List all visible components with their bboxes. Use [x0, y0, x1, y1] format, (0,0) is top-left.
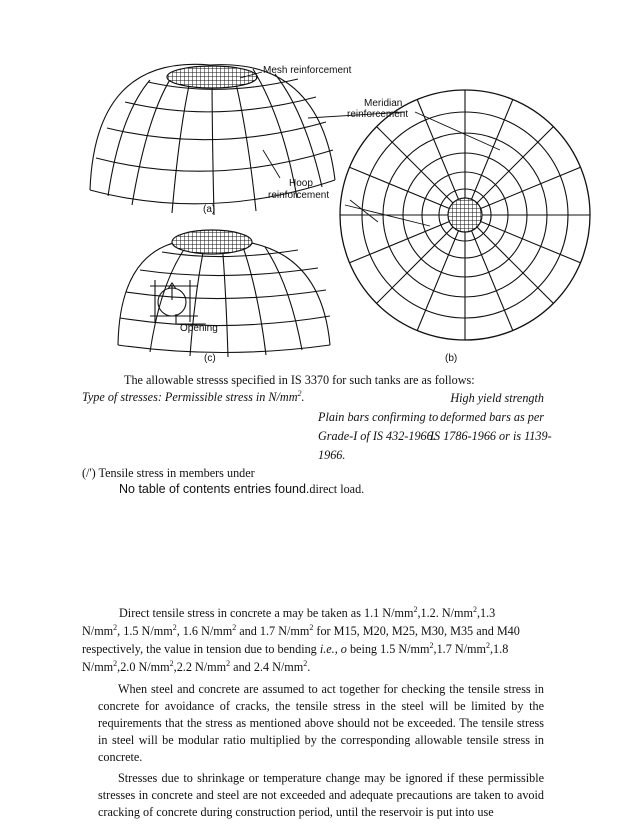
meridian-label-1: Meridian [364, 98, 403, 109]
opening-detail [150, 280, 205, 324]
dome-c [118, 239, 330, 357]
label-a: (a) [203, 204, 216, 215]
type-of-stresses-row: Type of stresses: Permissible stress in $N/mm^2$. [82, 388, 305, 404]
meridian-label-2: reinforcement [347, 109, 409, 120]
paragraph-steel-concrete: When steel and concrete are assumed to act together for checking the tensile stress in concrete for avoidance of cracks, the tensile stress in the steel will be limited by the requirements that the stress as mentioned above should not be exceeded. The tensile stress in steel will be modular ratio multiplied by the corresponding allowable tensile stress in concrete. [98, 682, 544, 764]
direct-load-row: No table of contents entries found.direct load. [119, 482, 365, 496]
tensile-stress-row: (/') Tensile stress in members under [82, 466, 255, 480]
label-b: (b) [445, 353, 458, 364]
hoop-label-2: reinforcement [268, 190, 330, 201]
opening-label: Opening [180, 323, 218, 334]
intro-text: The allowable stresss specified in IS 3370 for such tanks are as follows: [124, 373, 475, 387]
paragraph-shrinkage: Stresses due to shrinkage or temperature change may be ignored if these permissible stresses in concrete and steel are not exceeded and adequate precautions are taken to avoid cracking of concrete during construction period, until the reservoir is put into use [98, 771, 544, 819]
hoop-label-1: Hoop [289, 178, 313, 189]
label-c: (c) [204, 353, 216, 364]
mesh-reinforcement-b [448, 198, 482, 232]
toc-notice: No table of contents entries found. [119, 482, 310, 496]
mesh-reinforcement-label: Mesh reinforcement [263, 65, 352, 76]
mesh-reinforcement-c [172, 230, 252, 254]
dome-reinforcement-figure [0, 0, 638, 370]
